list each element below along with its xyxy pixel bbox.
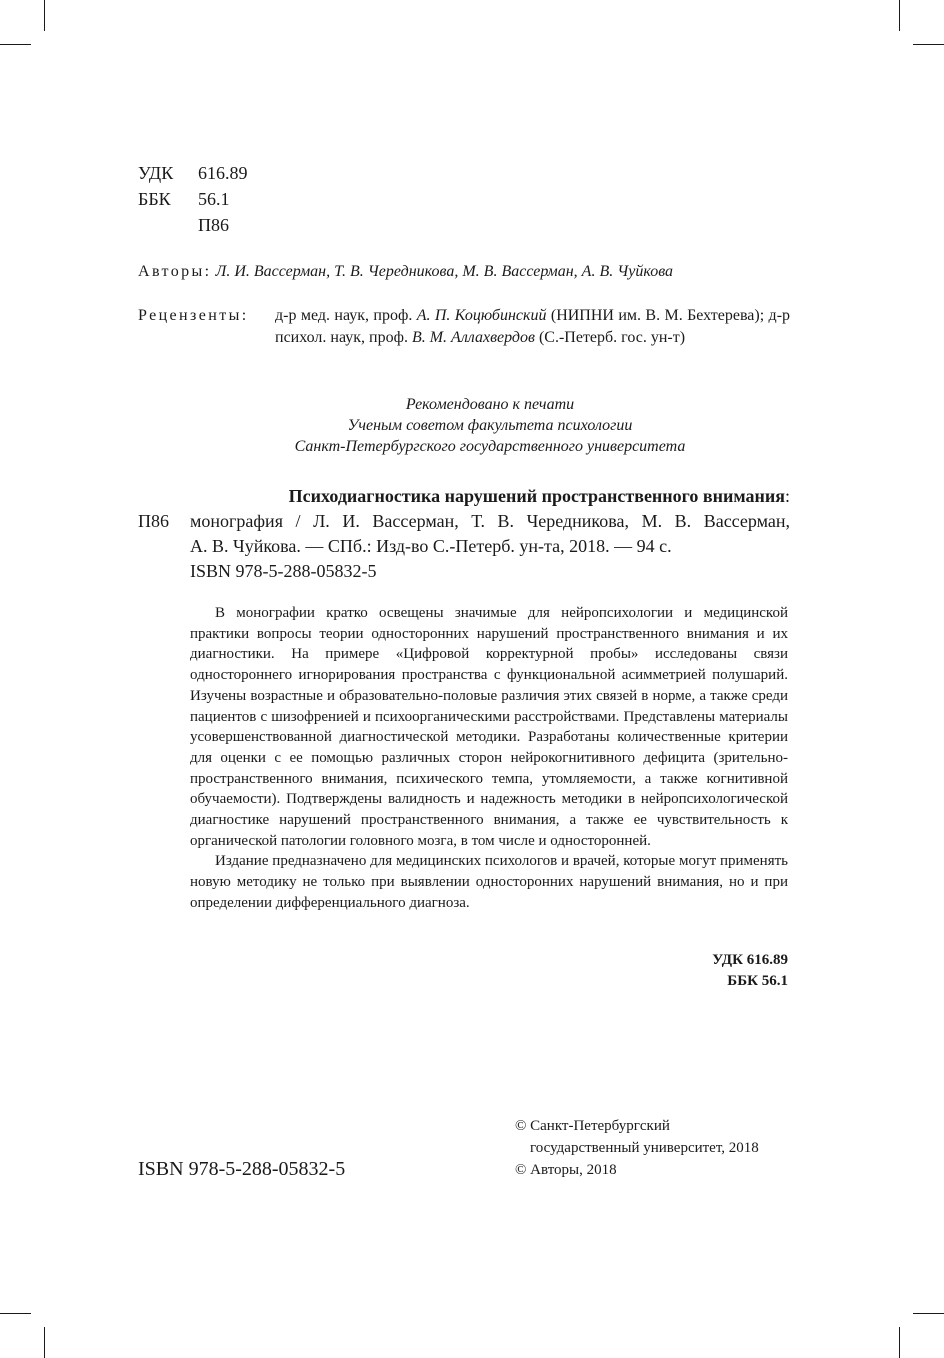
crop-mark-top-right-v — [899, 0, 900, 31]
title-colon: : — [784, 486, 790, 506]
reviewer-credentials-1: д-р мед. наук, проф. — [275, 307, 413, 324]
catalog-cipher: П86 — [138, 511, 169, 531]
authors-line — [138, 261, 798, 282]
udk-value: 616.89 — [198, 163, 248, 183]
footer-isbn: ISBN 978-5-288-05832-5 — [138, 1158, 346, 1180]
catalog-body — [190, 509, 790, 584]
recommendation-line-3: Санкт-Петербургского государственного университета — [294, 438, 686, 455]
catalog-record — [138, 484, 790, 584]
abstract — [190, 603, 788, 914]
reviewer-credentials-2: (НИПНИ им. В. М. Бехтерева); д-р психол. наук, проф. — [275, 307, 791, 346]
author-sign: П86 — [198, 215, 229, 235]
reviewers-label: Рецензенты: — [138, 307, 249, 324]
crop-mark-top-left-h — [0, 44, 31, 45]
bbk-value: 56.1 — [198, 189, 230, 209]
recommendation-block — [190, 394, 790, 457]
copyright-line-3: © Авторы, 2018 — [515, 1162, 617, 1178]
abstract-paragraph-2: Издание предназначено для медицинских психологов и врачей, которые могут применять новую методику не только при выявлении односторонних нарушений внимания, но и при определении дифференциального диагноза. — [190, 853, 788, 911]
abstract-paragraph-1: В монографии кратко освещены значимые для нейропсихологии и медицинской практики вопросы теории односторонних нарушений пространственного внимания и их диагностики. На примере «Цифровой корректурной пробы» исследованы связи одностороннего игнорирования пространства с функциональной асимметрией полушарий. Изучены возрастные и образовательно-половые различия этих связей в норме, а также среди пациентов с шизофренией и психоорганическими расстройствами. Представлены материалы усовершенствованной диагностической методики. Разработаны количественные критерии для оценки с ее помощью различных сторон нейрокогнитивного дефицита (зрительно-пространственного внимания, психического темпа, утомляемости, а также когнитивной обучаемости). Подтверждены валидность и надежность методики в нейропсихологической диагностике нарушений пространственного внимания, а также ее чувствительность к органической патологии головного мозга, в том числе и односторонней. — [190, 605, 788, 849]
recommendation-line-2: Ученым советом факультета психологии — [347, 417, 633, 434]
catalog-line-1: монография / Л. И. Вассерман, Т. В. Чередникова, М. В. Вассерман, — [190, 511, 790, 531]
catalog-title-line — [138, 484, 790, 509]
book-title: Психодиагностика нарушений пространственного внимания — [288, 486, 785, 506]
recommendation-line-1: Рекомендовано к печати — [405, 396, 575, 413]
crop-mark-bottom-right-v — [899, 1327, 900, 1358]
classification-block — [138, 160, 248, 238]
crop-mark-bottom-left-h — [0, 1313, 31, 1314]
crop-mark-top-left-v — [44, 0, 45, 31]
authors-label: Авторы: — [138, 263, 212, 280]
copyright-line-1: © Санкт-Петербургский — [515, 1118, 670, 1134]
reviewers-block — [138, 305, 798, 349]
udk-code: УДК 616.89 — [712, 952, 788, 968]
crop-mark-bottom-left-v — [44, 1327, 45, 1358]
catalog-isbn: ISBN 978-5-288-05832-5 — [190, 561, 377, 581]
codes-block — [600, 950, 788, 992]
copyright-block — [515, 1115, 815, 1181]
crop-mark-top-right-h — [913, 44, 944, 45]
reviewer-affiliation-2: (С.-Петерб. гос. ун-т) — [538, 329, 686, 346]
reviewer-name-2: В. М. Аллахвердов — [411, 329, 535, 346]
catalog-line-2: А. В. Чуйкова. — СПб.: Изд-во С.-Петерб. ун-та, 2018. — 94 с. — [190, 536, 672, 556]
reviewers-text — [275, 305, 790, 349]
reviewer-name-1: А. П. Коцюбинский — [416, 307, 547, 324]
bbk-code: ББК 56.1 — [727, 973, 788, 989]
udk-label: УДК — [138, 163, 174, 183]
copyright-line-2: государственный университет, 2018 — [530, 1140, 759, 1156]
crop-mark-bottom-right-h — [913, 1313, 944, 1314]
bbk-label: ББК — [138, 189, 171, 209]
authors-names: Л. И. Вассерман, Т. В. Чередникова, М. В. Вассерман, А. В. Чуйкова — [215, 263, 674, 280]
